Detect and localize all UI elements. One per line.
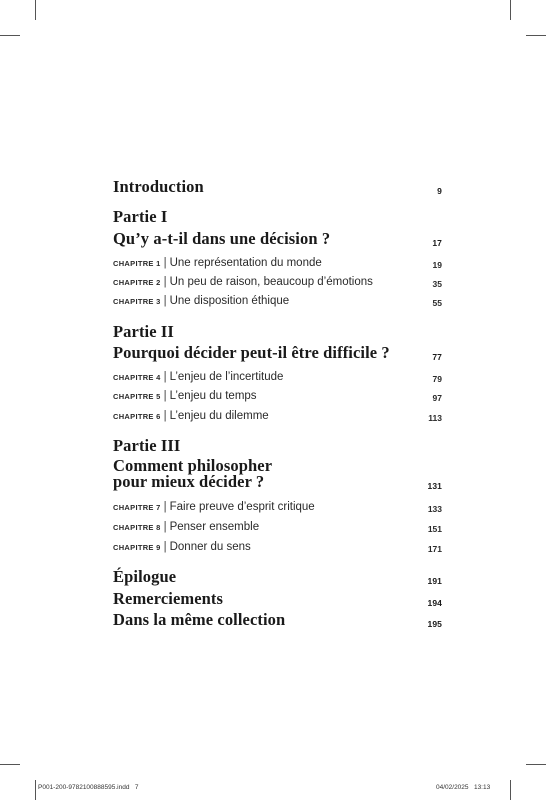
chapter-label: CHAPITRE 7 <box>113 503 161 512</box>
crop-mark <box>35 780 36 800</box>
crop-mark <box>510 780 511 800</box>
chapter-entry[interactable]: CHAPITRE 1 | Une représentation du monde 19 <box>113 257 442 270</box>
chapter-label: CHAPITRE 2 <box>113 278 161 287</box>
chapter-entry[interactable]: CHAPITRE 9 | Donner du sens 171 <box>113 541 442 554</box>
page-number: 77 <box>432 352 442 362</box>
page-number: 79 <box>432 374 442 384</box>
part-title-line: Comment philosopher <box>113 456 273 475</box>
chapter-label: CHAPITRE 8 <box>113 523 161 532</box>
crop-mark <box>0 764 20 765</box>
page-number: 171 <box>427 544 442 554</box>
crop-mark <box>0 35 20 36</box>
page-number: 35 <box>432 279 442 289</box>
chapter-entry[interactable]: CHAPITRE 8 | Penser ensemble 151 <box>113 521 442 534</box>
chapter-entry[interactable]: CHAPITRE 3 | Une disposition éthique 55 <box>113 295 442 308</box>
chapter-title: L’enjeu de l’incertitude <box>169 371 284 383</box>
page-number: 151 <box>427 524 442 534</box>
page-number: 97 <box>432 393 442 403</box>
chapter-title: Une représentation du monde <box>169 257 322 269</box>
crop-mark <box>526 764 546 765</box>
entry-title: Dans la même collection <box>113 610 286 629</box>
crop-mark <box>35 0 36 20</box>
part-label: Partie II <box>113 322 174 341</box>
page-number: 194 <box>427 598 442 608</box>
entry-title: Introduction <box>113 177 204 196</box>
page-number: 113 <box>428 413 442 423</box>
chapter-title: Un peu de raison, beaucoup d’émotions <box>169 276 373 288</box>
chapter-entry[interactable]: CHAPITRE 4 | L’enjeu de l’incertitude 79 <box>113 371 442 384</box>
page-number: 191 <box>427 576 442 586</box>
toc-entry-part-2[interactable] <box>113 343 442 362</box>
part-title: Qu’y a-t-il dans une décision ? <box>113 229 331 248</box>
chapter-label: CHAPITRE 6 <box>113 412 161 421</box>
toc-entry-part-1[interactable] <box>113 229 442 248</box>
part-label: Partie I <box>113 207 168 226</box>
chapter-label: CHAPITRE 9 <box>113 543 161 552</box>
toc-entry-introduction[interactable] <box>113 177 442 196</box>
part-title: pour mieux décider ? <box>113 472 265 491</box>
page-number: 19 <box>432 260 442 270</box>
chapter-label: CHAPITRE 4 <box>113 373 161 382</box>
toc-entry-remerciements[interactable] <box>113 589 442 608</box>
part-label: Partie III <box>113 436 181 455</box>
chapter-title: Faire preuve d’esprit critique <box>169 501 315 513</box>
chapter-title: Donner du sens <box>169 541 251 553</box>
chapter-entry[interactable]: CHAPITRE 2 | Un peu de raison, beaucoup d’émotions 35 <box>113 276 442 289</box>
footer-file-name: P001-200-9782100888595.indd 7 <box>38 784 139 791</box>
chapter-title: Une disposition éthique <box>169 295 290 307</box>
page-number: 195 <box>427 619 442 629</box>
footer-timestamp: 04/02/2025 13:13 <box>436 784 491 791</box>
page-number: 17 <box>432 238 442 248</box>
page-number: 131 <box>427 481 442 491</box>
toc-entry-part-3[interactable] <box>113 473 442 490</box>
crop-mark <box>510 0 511 20</box>
entry-title: Épilogue <box>113 567 177 586</box>
chapter-entry[interactable]: CHAPITRE 5 | L’enjeu du temps 97 <box>113 390 442 403</box>
chapter-title: L’enjeu du temps <box>169 390 257 402</box>
page-number: 9 <box>437 186 442 196</box>
chapter-entry[interactable]: CHAPITRE 7 | Faire preuve d’esprit critique 133 <box>113 501 442 514</box>
entry-title: Remerciements <box>113 589 224 608</box>
chapter-title: Penser ensemble <box>169 521 260 533</box>
crop-mark <box>526 35 546 36</box>
chapter-label: CHAPITRE 1 <box>113 259 161 268</box>
chapter-label: CHAPITRE 3 <box>113 297 161 306</box>
page-number: 55 <box>432 298 442 308</box>
page-number: 133 <box>427 504 442 514</box>
toc-entry-collection[interactable] <box>113 610 442 629</box>
toc-entry-epilogue[interactable] <box>113 567 442 586</box>
chapter-entry[interactable]: CHAPITRE 6 | L’enjeu du dilemme 113 <box>113 410 442 423</box>
part-title: Pourquoi décider peut-il être difficile ? <box>113 343 390 362</box>
chapter-label: CHAPITRE 5 <box>113 392 161 401</box>
chapter-title: L’enjeu du dilemme <box>169 410 269 422</box>
